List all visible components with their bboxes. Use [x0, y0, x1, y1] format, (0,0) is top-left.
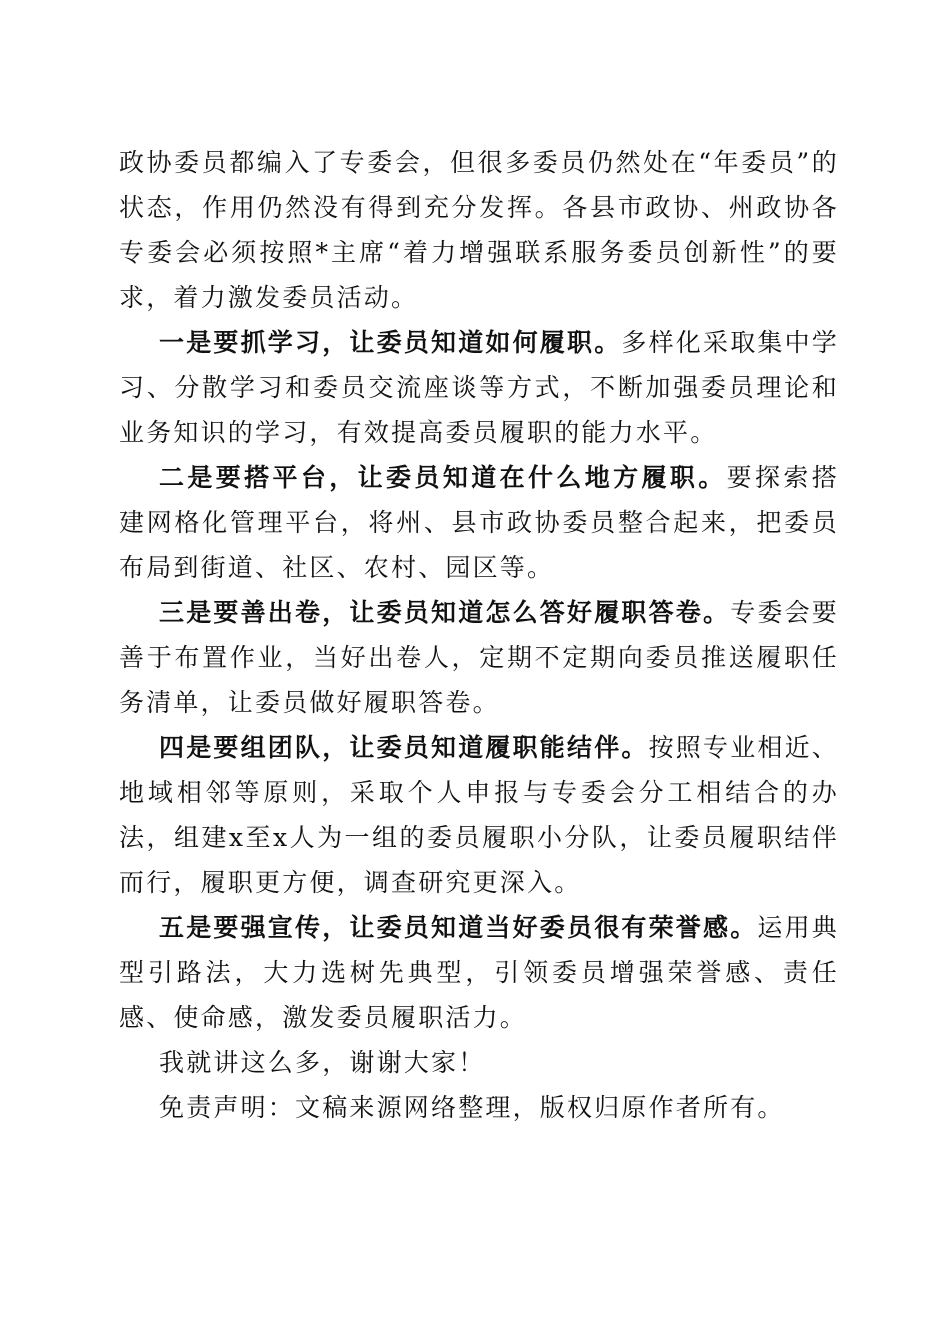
- document-body: [119, 140, 839, 1130]
- paragraph-text: 按照专业相近、地域相邻等原则，采取个人申报与专委会分工相结合的办法，组建x至x人为一组的委员履职小分队，让委员履职结伴而行，履职更方便，调查研究更深入。: [119, 733, 840, 897]
- point-three-paragraph: [119, 590, 839, 725]
- paragraph-text: 要探索搭建网格化管理平台，将州、县市政协委员整合起来，把委员布局到街道、社区、农村、园区等。: [119, 463, 839, 582]
- point-five-paragraph: [119, 905, 839, 1040]
- paragraph-text: 政协委员都编入了专委会，但很多委员仍然处在“年委员”的状态，作用仍然没有得到充分发挥。各县市政协、州政协各专委会必须按照*主席“着力增强联系服务委员创新性”的要求，着力激发委员活动。: [119, 148, 839, 312]
- paragraph-text: 运用典型引路法，大力选树先典型，引领委员增强荣誉感、责任感、使命感，激发委员履职活力。: [119, 913, 840, 1032]
- paragraph-lead: 二是要搭平台，让委员知道在什么地方履职。: [159, 463, 727, 492]
- intro-paragraph: [119, 140, 839, 320]
- closing-remark: 我就讲这么多，谢谢大家！: [159, 1048, 486, 1077]
- paragraph-text: 专委会要善于布置作业，当好出卷人，定期不定期向委员推送履职任务清单，让委员做好履职答卷。: [119, 598, 840, 717]
- point-two-paragraph: [119, 455, 839, 590]
- paragraph-lead: 三是要善出卷，让委员知道怎么答好履职答卷。: [159, 598, 731, 627]
- point-four-paragraph: [119, 725, 839, 905]
- paragraph-lead: 一是要抓学习，让委员知道如何履职。: [159, 328, 622, 357]
- paragraph-lead: 四是要组团队，让委员知道履职能结伴。: [159, 733, 649, 762]
- paragraph-text: 多样化采取集中学习、分散学习和委员交流座谈等方式，不断加强委员理论和业务知识的学习，有效提高委员履职的能力水平。: [119, 328, 840, 447]
- point-one-paragraph: [119, 320, 839, 455]
- disclaimer: 免责声明：文稿来源网络整理，版权归原作者所有。: [159, 1093, 785, 1122]
- paragraph-lead: 五是要强宣传，让委员知道当好委员很有荣誉感。: [159, 913, 758, 942]
